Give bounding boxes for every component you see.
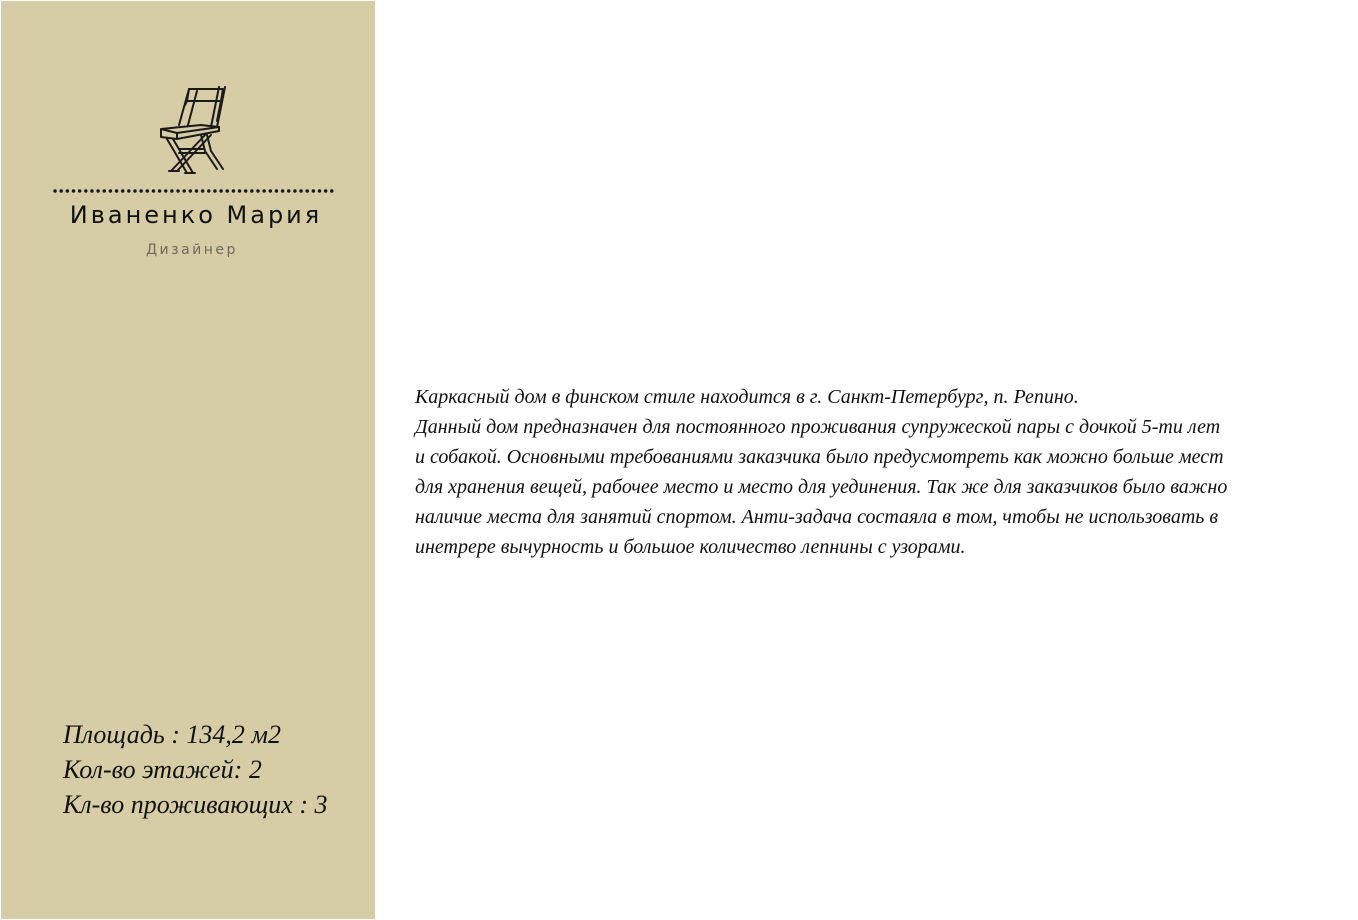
project-stats <box>63 717 373 822</box>
sidebar <box>1 1 375 919</box>
area-stat: Площадь : 134,2 м2 <box>63 720 281 749</box>
folding-chair-icon <box>157 81 231 181</box>
description-line: Каркасный дом в финском стиле находится в г. Санкт-Петербург, п. Репино. <box>415 386 1079 408</box>
description-line: и собакой. Основными требованиями заказчика было предусмотреть как можно больше мест <box>415 446 1224 468</box>
description-line: наличие места для занятий спортом. Анти-задача состаяла в том, чтобы не использовать в <box>415 506 1219 528</box>
dotted-divider <box>53 187 335 195</box>
description-line: инетрере вычурность и большое количество лепнины с узорами. <box>415 536 966 558</box>
designer-name: Иваненко Мария <box>69 201 323 229</box>
description-line: для хранения вещей, рабочее место и место для уединения. Так же для заказчиков было важно <box>415 476 1228 498</box>
description-line: Данный дом предназначен для постоянного проживания супружеской пары с дочкой 5-ти лет <box>415 416 1221 438</box>
floors-stat: Кол-во этажей: 2 <box>63 755 262 784</box>
residents-stat: Кл-во проживающих : 3 <box>63 790 328 819</box>
project-description <box>415 382 1315 562</box>
designer-role: Дизайнер <box>146 242 238 258</box>
